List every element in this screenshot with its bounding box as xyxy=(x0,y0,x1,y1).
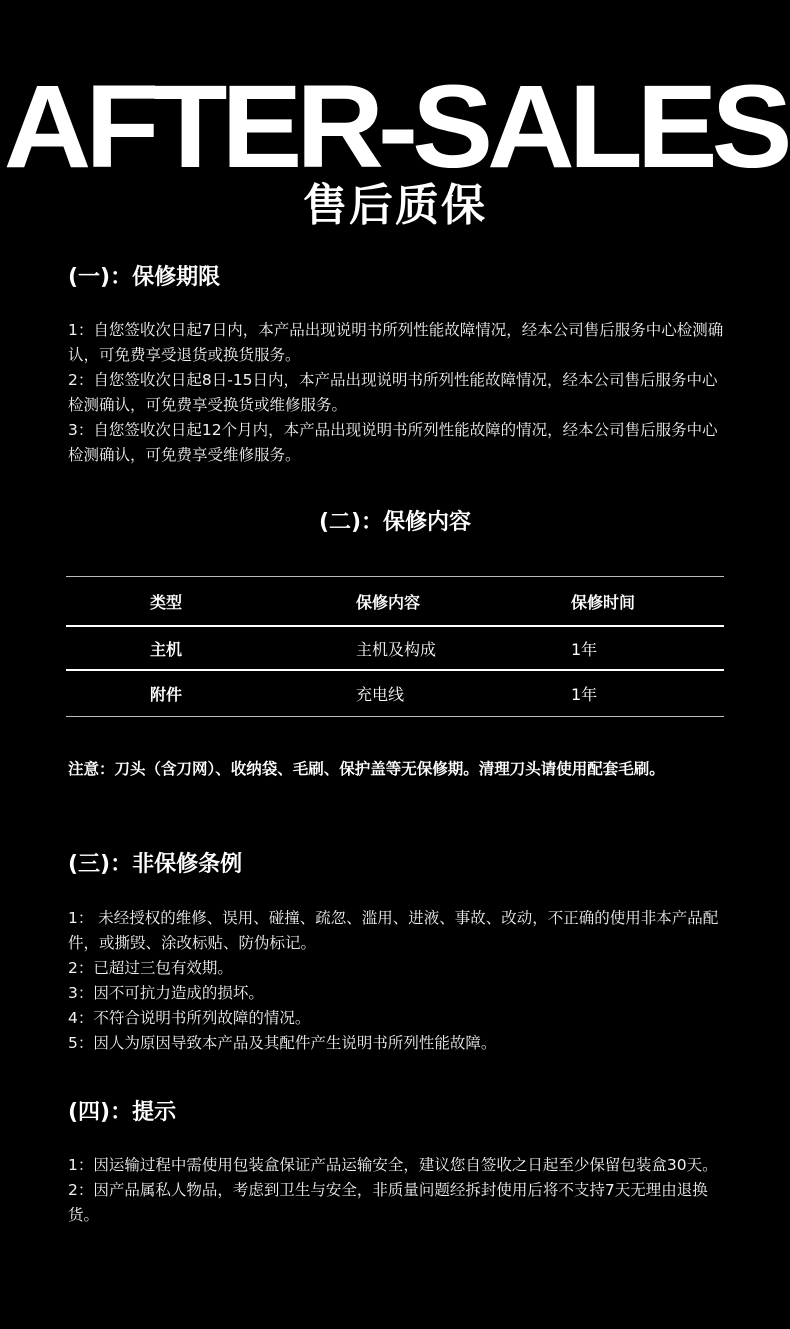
table-cell: 充电线 xyxy=(356,685,405,704)
tips-list xyxy=(68,1153,728,1228)
list-item: 4：不符合说明书所列故障的情况。 xyxy=(68,1009,311,1027)
table-header-row xyxy=(66,576,724,627)
table-row xyxy=(66,671,724,717)
section-title-warranty-content: (二)：保修内容 xyxy=(318,510,472,535)
table-cell: 1年 xyxy=(571,639,598,659)
list-item: 2：因产品属私人物品，考虑到卫生与安全，非质量问题经拆封使用后将不支持7天无理由退换货。 xyxy=(68,1181,708,1224)
section-title-tips: (四)：提示 xyxy=(68,1100,177,1125)
table-cell: 附件 xyxy=(150,685,183,704)
list-item: 1： 未经授权的维修、误用、碰撞、疏忽、滥用、进液、事故、改动，不正确的使用非本产品配件，或撕毁、涂改标贴、防伪标记。 xyxy=(68,909,719,952)
warranty-note: 注意：刀头（含刀网）、收纳袋、毛刷、保护盖等无保修期。清理刀头请使用配套毛刷。 xyxy=(68,760,665,778)
table-cell: 主机 xyxy=(150,639,183,659)
page-subtitle: 售后质保 xyxy=(303,180,487,231)
table-header-cell: 保修内容 xyxy=(356,592,421,612)
section-title-warranty-period: (一)：保修期限 xyxy=(68,265,221,290)
list-item: 3：自您签收次日起12个月内，本产品出现说明书所列性能故障的情况，经本公司售后服务中心检测确认，可免费享受维修服务。 xyxy=(68,421,718,464)
list-item: 1：自您签收次日起7日内，本产品出现说明书所列性能故障情况，经本公司售后服务中心检测确认，可免费享受退货或换货服务。 xyxy=(68,321,724,364)
section-title-non-warranty: (三)：非保修条例 xyxy=(68,852,243,877)
hero-title: AFTER-SALES xyxy=(3,61,787,193)
non-warranty-list xyxy=(68,906,728,1056)
table-header-cell: 保修时间 xyxy=(571,592,636,612)
list-item: 5：因人为原因导致本产品及其配件产生说明书所列性能故障。 xyxy=(68,1034,497,1052)
list-item: 2：已超过三包有效期。 xyxy=(68,959,233,977)
list-item: 2：自您签收次日起8日-15日内，本产品出现说明书所列性能故障情况，经本公司售后服务中心检测确认，可免费享受换货或维修服务。 xyxy=(68,371,718,414)
table-cell: 1年 xyxy=(571,685,598,704)
list-item: 1：因运输过程中需使用包装盒保证产品运输安全，建议您自签收之日起至少保留包装盒30天。 xyxy=(68,1156,718,1174)
list-item: 3：因不可抗力造成的损坏。 xyxy=(68,984,264,1002)
table-header-cell: 类型 xyxy=(150,592,183,612)
table-row xyxy=(66,627,724,671)
table-cell: 主机及构成 xyxy=(356,639,437,659)
warranty-period-list xyxy=(68,318,728,468)
warranty-table xyxy=(66,576,724,717)
